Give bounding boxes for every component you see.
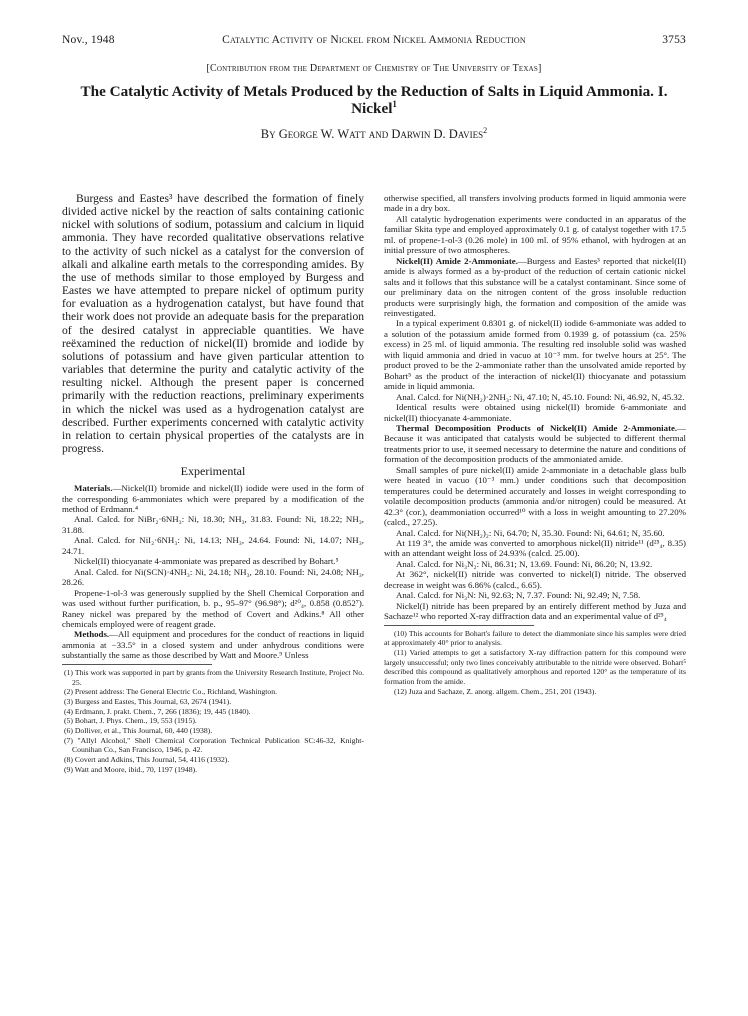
header-date: Nov., 1948: [62, 34, 115, 46]
materials-text: —Nickel(II) bromide and nickel(II) iodide were used in the form of the corresponding 6-ammoniates which were prepared by a modification of the method of Erdmann.⁴: [62, 483, 364, 515]
analysis-nibr2: Anal. Calcd. for NiBr₂·6NH₃: Ni, 18.30; NH₃, 31.83. Found: Ni, 18.22; NH₃, 31.88.: [62, 514, 364, 535]
section-heading-experimental: Experimental: [180, 464, 246, 479]
footnote: (5) Bohart, J. Phys. Chem., 19, 553 (1915).: [64, 716, 197, 726]
right-column: [384, 193, 686, 697]
identical-results-paragraph: Identical results were obtained using nickel(II) bromide 6-ammoniate and nickel(II) thiocyanate 4-ammoniate.: [384, 402, 686, 423]
byline-footnote-marker: 2: [483, 125, 488, 135]
footnote: (4) Erdmann, J. prakt. Chem., 7, 266 (1836); 19, 445 (1840).: [64, 706, 251, 716]
footnote-rule-right: [384, 625, 534, 626]
footnote: (6) Dolliver, et al., This Journal, 60, 440 (1938).: [64, 726, 213, 736]
thiocyanate-paragraph: Nickel(II) thiocyanate 4-ammoniate was prepared as described by Bohart.⁵: [74, 556, 339, 567]
footnote: (12) Juza and Sachaze, Z. anorg. allgem. Chem., 251, 201 (1943).: [394, 686, 597, 696]
samples-paragraph: Small samples of pure nickel(II) amide 2-ammoniate in a detachable glass bulb were heated in vacuo (10⁻³ mm.) under conditions such that decomposition temperatures could be determined accurately and losses in weight corresponding to volatile decomposition products (ammonia and/or nitrogen) could be measured. At 42.3° (cor.), deammoniation occurred¹⁰ with a loss in weight amounting to 27.20% (calcd., 27.25).: [384, 464, 686, 528]
analysis-amide: Anal. Calcd. for Ni(NH₂)₂: Ni, 64.70; N, 35.30. Found: Ni, 64.61; N, 35.60.: [396, 527, 665, 538]
footnote-rule-left: [62, 664, 212, 665]
juza-paragraph: Nickel(I) nitride has been prepared by an entirely different method by Juza and Sachaze¹² who reported X-ray diffraction data and an experimental value of d²⁵₄: [384, 600, 686, 622]
header-running-title: Catalytic Activity of Nickel from Nickel Ammonia Reduction: [222, 34, 526, 46]
footnote: (8) Covert and Adkins, This Journal, 54, 4116 (1932).: [64, 755, 230, 765]
footnote: (3) Burgess and Eastes, This Journal, 63, 2674 (1941).: [64, 696, 232, 706]
footnote: (9) Watt and Moore, ibid., 70, 1197 (1948).: [64, 764, 198, 774]
footnote: (11) Varied attempts to get a satisfactory X-ray diffraction pattern for this compound were largely unsuccessful; only two lines conceivably attributable to the nitride were observed. Bohart⁵ described this compound as qualitatively amorphous and reported 120° as the temperature of its formation from the amide.: [384, 647, 686, 687]
nitride-paragraph: At 119 3°, the amide was converted to amorphous nickel(II) nitride¹¹ (d²⁵₄, 8.35) with an attendant weight loss of 24.93% (calcd. 25.00).: [384, 537, 686, 559]
materials-paragraph: [62, 483, 364, 514]
byline: [62, 127, 686, 142]
header-page-number: 3753: [662, 34, 686, 46]
amide-paragraph: [384, 256, 686, 319]
methods-paragraph: [62, 629, 364, 660]
analysis-amide-ammoniate: Anal. Calcd. for Ni(NH₂)·2NH₃: Ni, 47.10; N, 45.10. Found: Ni, 46.92, N, 45.32.: [396, 391, 685, 402]
analysis-ni3n2: Anal. Calcd. for Ni₃N₂: Ni, 86.31; N, 13.69. Found: Ni, 86.20; N, 13.92.: [396, 558, 653, 569]
typical-experiment-paragraph: In a typical experiment 0.8301 g. of nickel(II) iodide 6-ammoniate was added to a solution of the potassium amide formed from 0.1939 g. of potassium (ca. 25% excess) in 25 ml. of liquid ammonia. The resulting red insoluble solid was washed with liquid ammonia and dried in vacuo at 10⁻³ mm. for twelve hours at 25°. The product proved to be the 2-ammoniate rather than the unsolvated amide reported by Bohart⁵ as the product of the interaction of nickel(II) thiocyanate and potassium amide in liquid ammonia.: [384, 318, 686, 392]
article-title: [62, 83, 686, 117]
footnote: (1) This work was supported in part by grants from the University Research Institute, Project No. 25.: [64, 667, 364, 687]
left-column: [62, 193, 364, 775]
footnote: (2) Present address: The General Electric Co., Richland, Washington.: [64, 687, 278, 697]
amide-text: —Burgess and Eastes³ reported that nickel(II) amide is always formed as a by-product of the reduction of certain cationic nickel salts and it follows that this substance will be a catalyst contaminant. Since some of our preliminary data on the nitrogen content of the gross insoluble reduction products were surprisingly high, the formation and composition of the amide was reinvestigated.: [384, 255, 686, 318]
thermal-text: —Because it was anticipated that catalysts would be subjected to different thermal treatments prior to use, it seemed necessary to determine the nature and conditions of formation of the decomposition products of the ammoniated amide.: [384, 422, 686, 465]
journal-page: [62, 34, 686, 774]
nitride-conversion-paragraph: At 362°, nickel(II) nitride was converted to nickel(I) nitride. The observed decrease in weight was 6.86% (calcd., 6.65).: [384, 569, 686, 590]
methods-head: Methods.: [74, 629, 110, 640]
continuation-paragraph: otherwise specified, all transfers involving products formed in liquid ammonia were made in a dry box.: [384, 193, 686, 214]
article-title-text: The Catalytic Activity of Metals Produced by the Reduction of Salts in Liquid Ammonia. I. Nickel: [80, 83, 668, 117]
hydrogenation-paragraph: All catalytic hydrogenation experiments were conducted in an apparatus of the familiar Skita type and employed approximately 0.1 g. of catalyst together with 17.5 ml. of propene-1-ol-3 (0.26 mole) in 100 ml. of 95% ethanol, with hydrogen at an initial pressure of two atmospheres.: [384, 213, 686, 256]
running-header: [62, 34, 686, 50]
contribution-line: [Contribution from the Department of Chemistry of The University of Texas]: [206, 63, 542, 74]
thermal-head: Thermal Decomposition Products of Nickel(II) Amide 2-Ammoniate.: [396, 422, 678, 433]
amide-head: Nickel(II) Amide 2-Ammoniate.: [396, 255, 518, 266]
methods-text: —All equipment and procedures for the conduct of reactions in liquid ammonia at −33.5° in a closed system and under anhydrous conditions were substantially the same as those described by Watt and Moore.⁹ Unless: [62, 629, 364, 661]
propene-paragraph: Propene-1-ol-3 was generously supplied by the Shell Chemical Corporation and was used without further purification, b. p., 95–97° (96.98°); d²⁰₄, 0.858 (0.852⁷). Raney nickel was prepared by the method of Covert and Adkins.⁸ All other chemicals employed were of reagent grade.: [62, 587, 364, 630]
footnote: (10) This accounts for Bohart's failure to detect the diammoniate since his samples were dried at approximately 40° prior to analysis.: [384, 628, 686, 648]
analysis-niscn: Anal. Calcd. for Ni(SCN)·4NH₃: Ni, 24.18; NH₃, 28.10. Found: Ni, 24.08; NH₃, 28.26.: [62, 566, 364, 588]
analysis-ni3n: Anal. Calcd. for Ni₃N: Ni, 92.63; N, 7.37. Found: Ni, 92.49; N, 7.58.: [396, 590, 641, 601]
intro-paragraph: Burgess and Eastes³ have described the formation of finely divided active nickel by the reaction of salts containing cationic nickel with solutions of sodium, potassium and calcium in liquid ammonia. They have recorded qualitative observations relative to the activity of such nickel as a catalyst for the conversion of alkali and alkaline earth metals to the corresponding amides. By the use of methods similar to those employed by Burgess and Eastes we have attempted to prepare nickel of optimum purity for evaluation as a hydrogenation catalyst, but have found that their work does not provide an adequate basis for the preparation of the desired catalyst in appreciable quantities. We have reëxamined the reduction of nickel(II) bromide and iodide by solutions of potassium and have given particular attention to variables that determine the purity and catalytic activity of the resulting nickel. Although the present paper is concerned primarily with the reduction reactions, preliminary experiments in which the nickel was used as a hydrogenation catalyst are described. Further experiments concerned with catalytic activity in relation to certain physical properties of the catalysts are in progress.: [62, 193, 364, 455]
materials-head: Materials.: [74, 483, 113, 494]
thermal-paragraph: [384, 423, 686, 465]
footnote: (7) "Allyl Alcohol," Shell Chemical Corporation Technical Publication SC:46-32, Knight-Counihan Co., San Francisco, 1946, p. 42.: [64, 735, 364, 755]
title-footnote-marker: 1: [392, 98, 397, 109]
analysis-nii2: Anal. Calcd. for NiI₂·6NH₃: Ni, 14.13; NH₃, 24.64. Found: Ni, 14.07; NH₃, 24.71.: [62, 535, 364, 556]
byline-text: By George W. Watt and Darwin D. Davies: [260, 127, 484, 141]
